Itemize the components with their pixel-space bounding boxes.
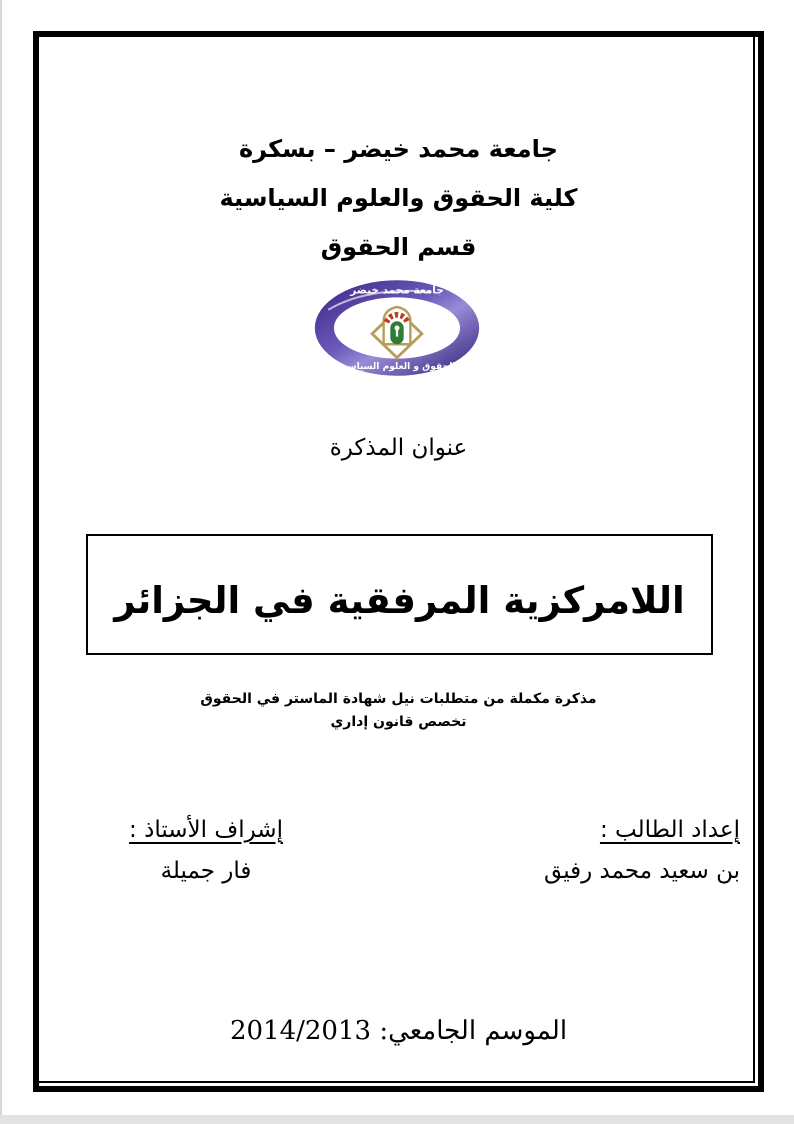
logo-bottom-text: الحقوق و العلوم السياسية <box>338 362 456 373</box>
student-label: إعداد الطالب : <box>599 817 740 843</box>
student-block <box>480 810 740 892</box>
thesis-title-box <box>86 534 713 655</box>
memo-subtitle <box>39 688 758 734</box>
page-bottom-edge <box>0 1115 794 1124</box>
student-name: بن سعيد محمد رفيق <box>544 858 740 884</box>
supervisor-name: فار جميلة <box>160 858 252 884</box>
supervisor-label: إشراف الأستاذ : <box>129 817 283 843</box>
logo-top-text: جامعة محمد خيضر <box>350 284 444 297</box>
university-name: جامعة محمد خيضر – بسكرة <box>239 135 558 163</box>
memo-title-label: عنوان المذكرة <box>329 435 468 461</box>
academic-year: الموسم الجامعي: 2014/2013 <box>229 1016 568 1046</box>
logo-keyhole-slot <box>396 328 398 337</box>
supervisor-block <box>100 810 312 892</box>
university-logo <box>311 277 483 379</box>
department-name: قسم الحقوق <box>320 233 477 261</box>
thesis-title: اللامركزية المرفقية في الجزائر <box>114 579 685 622</box>
institution-header <box>39 125 758 272</box>
page-left-edge <box>0 0 2 1124</box>
memo-subtitle-line1: مذكرة مكملة من متطلبات نيل شهادة الماستر في الحقوق <box>200 691 597 707</box>
memo-subtitle-line2: تخصص قانون إداري <box>330 714 467 730</box>
page-border-frame <box>33 31 764 1092</box>
faculty-name: كلية الحقوق والعلوم السياسية <box>219 184 578 212</box>
